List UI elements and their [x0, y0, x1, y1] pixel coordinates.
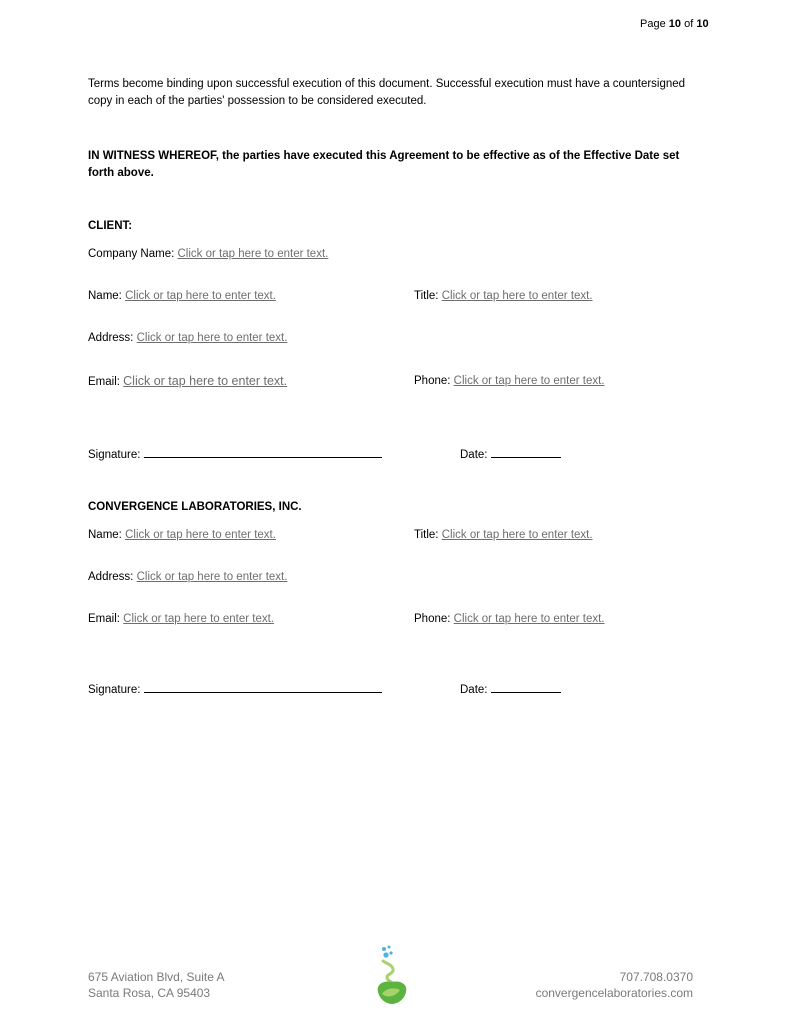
conv-name-field[interactable]: Click or tap here to enter text. — [125, 529, 276, 541]
client-signature-label: Signature: — [88, 449, 141, 461]
conv-address-field[interactable]: Click or tap here to enter text. — [136, 571, 288, 583]
terms-paragraph: Terms become binding upon successful execution of this document. Successful execution must have a countersigned copy in each of the parties' possession to be considered executed. — [88, 78, 686, 107]
footer-contact — [480, 969, 693, 1001]
conv-name-label: Name: — [88, 529, 122, 541]
client-address-label: Address: — [88, 332, 134, 344]
witness-paragraph: IN WITNESS WHEREOF, the parties have executed this Agreement to be effective as of the Effective Date set forth above. — [88, 150, 680, 179]
conv-signature-line[interactable] — [144, 681, 382, 693]
client-title-row — [414, 290, 593, 302]
page-number — [640, 18, 709, 30]
client-email-field[interactable]: Click or tap here to enter text. — [123, 374, 288, 388]
conv-name-row — [88, 529, 276, 541]
client-date-row — [460, 446, 561, 461]
client-email-label: Email: — [88, 376, 120, 388]
client-email-row — [88, 374, 287, 388]
conv-signature-row — [88, 681, 382, 696]
conv-title-label: Title: — [414, 529, 439, 541]
page-word: Page — [640, 18, 666, 30]
conv-date-label: Date: — [460, 684, 488, 696]
conv-phone-label: Phone: — [414, 613, 451, 625]
conv-phone-field[interactable]: Click or tap here to enter text. — [453, 613, 605, 625]
client-phone-field[interactable]: Click or tap here to enter text. — [453, 375, 605, 387]
footer-address — [88, 969, 225, 1001]
client-company-row — [88, 248, 328, 260]
conv-title-field[interactable]: Click or tap here to enter text. — [441, 529, 593, 541]
client-title-label: Title: — [414, 290, 439, 302]
footer-phone: 707.708.0370 — [619, 970, 693, 984]
conv-email-row — [88, 613, 274, 625]
client-title-field[interactable]: Click or tap here to enter text. — [441, 290, 593, 302]
footer-address-line2: Santa Rosa, CA 95403 — [88, 986, 211, 1000]
client-company-label: Company Name: — [88, 248, 175, 260]
client-signature-row — [88, 446, 382, 461]
page-current: 10 — [668, 18, 682, 30]
conv-address-row — [88, 571, 287, 583]
conv-title-row — [414, 529, 593, 541]
client-name-field[interactable]: Click or tap here to enter text. — [125, 290, 276, 302]
conv-signature-label: Signature: — [88, 684, 141, 696]
client-name-row — [88, 290, 276, 302]
footer-website[interactable]: convergencelaboratories.com — [535, 986, 693, 1000]
client-company-field[interactable]: Click or tap here to enter text. — [177, 248, 329, 260]
client-address-row — [88, 332, 287, 344]
client-name-label: Name: — [88, 290, 122, 302]
client-address-field[interactable]: Click or tap here to enter text. — [136, 332, 288, 344]
conv-email-label: Email: — [88, 613, 120, 625]
conv-date-row — [460, 681, 561, 696]
flask-leaf-logo-icon — [370, 944, 414, 1008]
conv-date-line[interactable] — [491, 681, 561, 693]
client-signature-line[interactable] — [144, 446, 382, 458]
client-date-label: Date: — [460, 449, 488, 461]
footer-address-line1: 675 Aviation Blvd, Suite A — [88, 970, 225, 984]
client-date-line[interactable] — [491, 446, 561, 458]
convergence-heading: CONVERGENCE LABORATORIES, INC. — [88, 501, 302, 513]
page-total: 10 — [696, 18, 709, 30]
page-of: of — [684, 18, 694, 30]
conv-email-field[interactable]: Click or tap here to enter text. — [123, 613, 275, 625]
client-phone-row — [414, 375, 605, 387]
conv-phone-row — [414, 613, 605, 625]
client-heading: CLIENT: — [88, 220, 133, 232]
conv-address-label: Address: — [88, 571, 134, 583]
client-phone-label: Phone: — [414, 375, 451, 387]
